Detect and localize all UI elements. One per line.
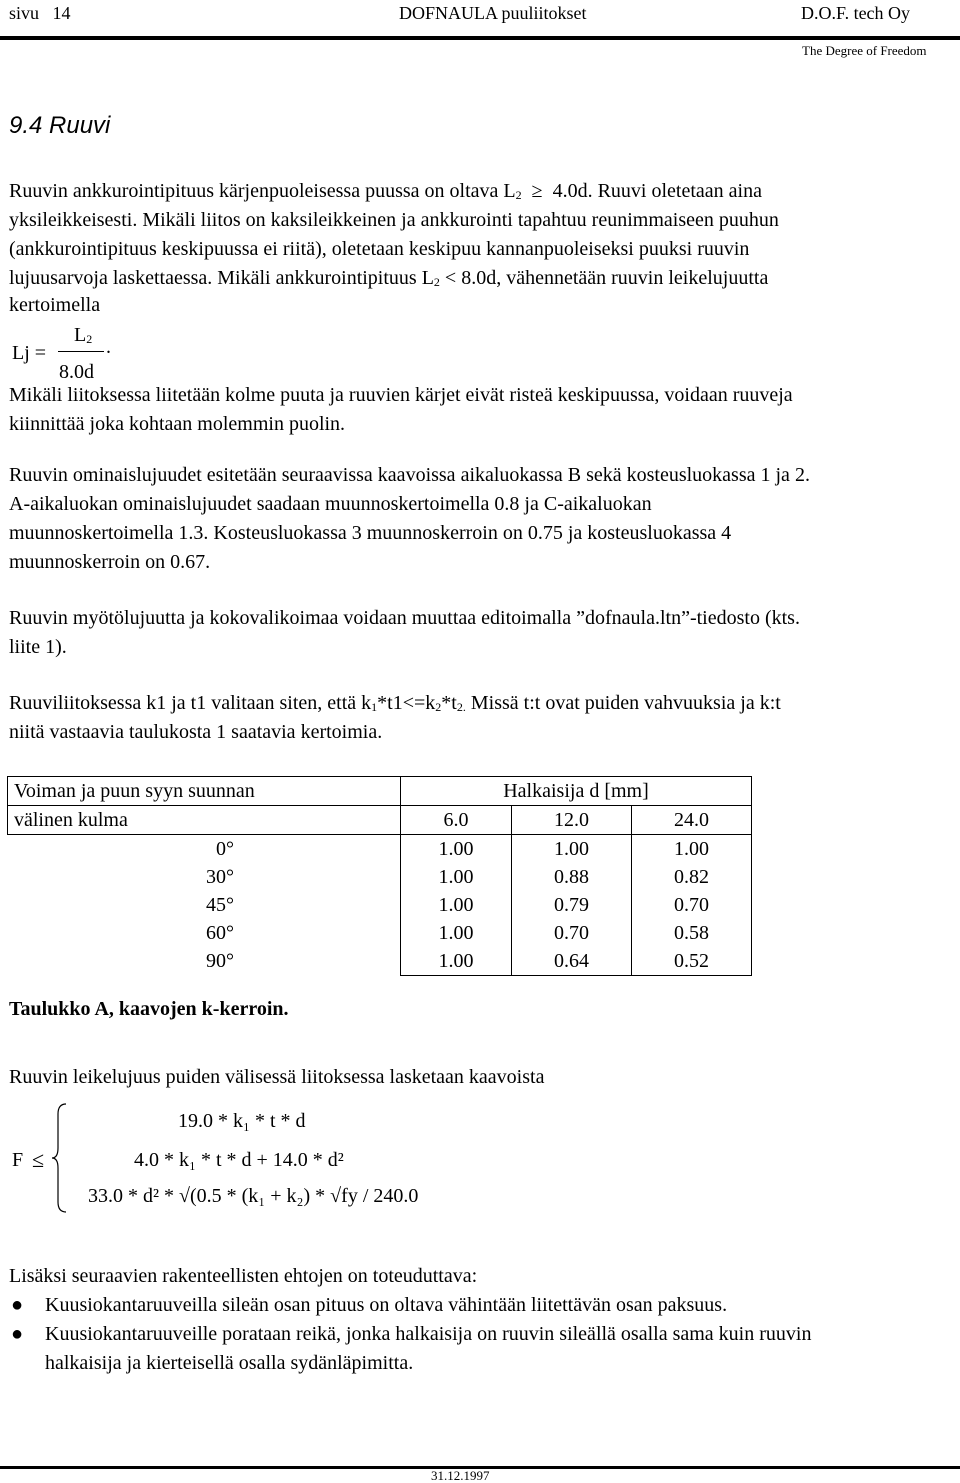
paragraph-line: niitä vastaavia taulukosta 1 saatavia kertoimia.: [9, 721, 383, 743]
table-cell: 24.0: [632, 806, 752, 835]
bullet-item-cont: halkaisija ja kierteisellä osalla sydänläpimitta.: [45, 1352, 414, 1374]
table-cell-angle: 45°: [8, 891, 401, 919]
table-cell: 0.70: [512, 919, 632, 947]
table-cell: 0.82: [632, 863, 752, 891]
table-cell: 0.52: [632, 947, 752, 976]
page-label: sivu 14: [9, 3, 71, 23]
paragraph-line: muunnoskerroin on 0.67.: [9, 551, 211, 573]
paragraph-line: lujuusarvoja laskettaessa. Mikäli ankkurointipituus $L_2 < 8.0d$, vähennetään ruuvin leikelujuutta: [9, 267, 769, 289]
formula-f-line1: 19.0 * k₁ * t * d: [178, 1110, 306, 1132]
footer-date: 31.12.1997: [431, 1468, 490, 1483]
paragraph-line: A-aikaluokan ominaislujuudet saadaan muunnoskertoimella 0.8 ja C-aikaluokan: [9, 493, 652, 515]
table-row: [8, 919, 752, 947]
header-rule: [0, 36, 960, 40]
table-cell: 1.00: [401, 919, 512, 947]
table-cell: 12.0: [512, 806, 632, 835]
formula-lj-dot: .: [106, 336, 111, 358]
tagline: The Degree of Freedom: [802, 43, 927, 58]
table-row: [8, 891, 752, 919]
table-cell: 6.0: [401, 806, 512, 835]
bullet-item: Kuusiokantaruuveilla sileän osan pituus on oltava vähintään liitettävän osan paksuus.: [45, 1294, 728, 1316]
table-cell: 0.58: [632, 919, 752, 947]
paragraph-line: Mikäli liitoksessa liitetään kolme puuta ja ruuvien kärjet eivät risteä keskipuussa, voidaan ruuveja: [9, 384, 793, 406]
paragraph-line: liite 1).: [9, 636, 67, 658]
paragraph-line: kertoimella: [9, 294, 101, 316]
table-header-angle-cont: välinen kulma: [8, 806, 401, 835]
table-cell: 1.00: [401, 863, 512, 891]
paragraph-line: muunnoskertoimella 1.3. Kosteusluokassa 3 muunnoskerroin on 0.75 ja kosteusluokassa 4: [9, 522, 732, 544]
table-cell: 0.70: [632, 891, 752, 919]
fraction-bar: [58, 351, 104, 352]
table-header-row: [8, 777, 752, 806]
table-cell: 0.88: [512, 863, 632, 891]
left-brace-icon: [50, 1102, 70, 1214]
paragraph-line: Ruuviliitoksessa k1 ja t1 valitaan siten, että $k_1*t1<=k_2*t_{2.}$ Missä t:t ovat puiden vahvuuksia ja k:t: [9, 692, 781, 714]
formula-lj-denominator: 8.0d: [59, 361, 94, 383]
table-cell-angle: 30°: [8, 863, 401, 891]
table-header-angle: Voiman ja puun syyn suunnan: [8, 777, 401, 806]
table-cell-angle: 90°: [8, 947, 401, 976]
table-cell-angle: 0°: [8, 835, 401, 864]
paragraph-line: Lisäksi seuraavien rakenteellisten ehtojen on toteuduttava:: [9, 1265, 478, 1287]
table-cell: 1.00: [632, 835, 752, 864]
paragraph-line: (ankkurointipituus keskipuussa ei riitä), oletetaan keskipuu kannanpuoleiseksi puuksi ruuvin: [9, 238, 750, 260]
bullet-icon: ●: [11, 1294, 24, 1316]
formula-f-line3: 33.0 * d² * √(0.5 * (k₁ + k₂) * √fy / 240.0: [88, 1185, 419, 1207]
formula-f-line2: 4.0 * k₁ * t * d + 14.0 * d²: [134, 1149, 344, 1171]
table-header-diameter: Halkaisija d [mm]: [401, 777, 752, 806]
bullet-item: Kuusiokantaruuveille porataan reikä, jonka halkaisija on ruuvin sileällä osalla sama kuin ruuvin: [45, 1323, 812, 1345]
paragraph-line: Ruuvin ominaislujuudet esitetään seuraavissa kaavoissa aikaluokassa B sekä kosteusluokassa 1 ja 2.: [9, 464, 810, 486]
table-cell: 0.64: [512, 947, 632, 976]
leq-symbol: ≤: [32, 1147, 45, 1172]
formula-f-lhs: F: [12, 1149, 24, 1171]
doc-title: DOFNAULA puuliitokset: [399, 3, 587, 23]
section-title: 9.4 Ruuvi: [9, 112, 111, 139]
table-caption: Taulukko A, kaavojen k-kerroin.: [9, 998, 289, 1020]
table-cell-angle: 60°: [8, 919, 401, 947]
table-row: [8, 806, 752, 835]
table-row: [8, 863, 752, 891]
table-row: [8, 835, 752, 864]
k-coefficient-table: [7, 776, 752, 976]
formula-lj-lhs: Lj =: [12, 342, 47, 364]
paragraph-line: Ruuvin myötölujuutta ja kokovalikoimaa voidaan muuttaa editoimalla ”dofnaula.ltn”-tiedosto (kts.: [9, 607, 800, 629]
paragraph-line: Ruuvin ankkurointipituus kärjenpuoleisessa puussa on oltava $L_2 \ge 4.0d$. Ruuvi oletetaan aina: [9, 180, 762, 202]
paragraph-line: kiinnittää joka kohtaan molemmin puolin.: [9, 413, 346, 435]
paragraph-line: Ruuvin leikelujuus puiden välisessä liitoksessa lasketaan kaavoista: [9, 1066, 545, 1088]
table-cell: 0.79: [512, 891, 632, 919]
table-cell: 1.00: [401, 835, 512, 864]
page-number: 14: [52, 3, 71, 23]
bullet-icon: ●: [11, 1323, 24, 1345]
table-cell: 1.00: [512, 835, 632, 864]
table-cell: 1.00: [401, 947, 512, 976]
paragraph-line: yksileikkeisesti. Mikäli liitos on kaksileikkeinen ja ankkurointi tapahtuu reunimmaiseen puuhun: [9, 209, 779, 231]
company-name: D.O.F. tech Oy: [801, 3, 911, 23]
table-row: [8, 947, 752, 976]
formula-lj-numerator: $L_2$: [74, 324, 93, 346]
table-cell: 1.00: [401, 891, 512, 919]
